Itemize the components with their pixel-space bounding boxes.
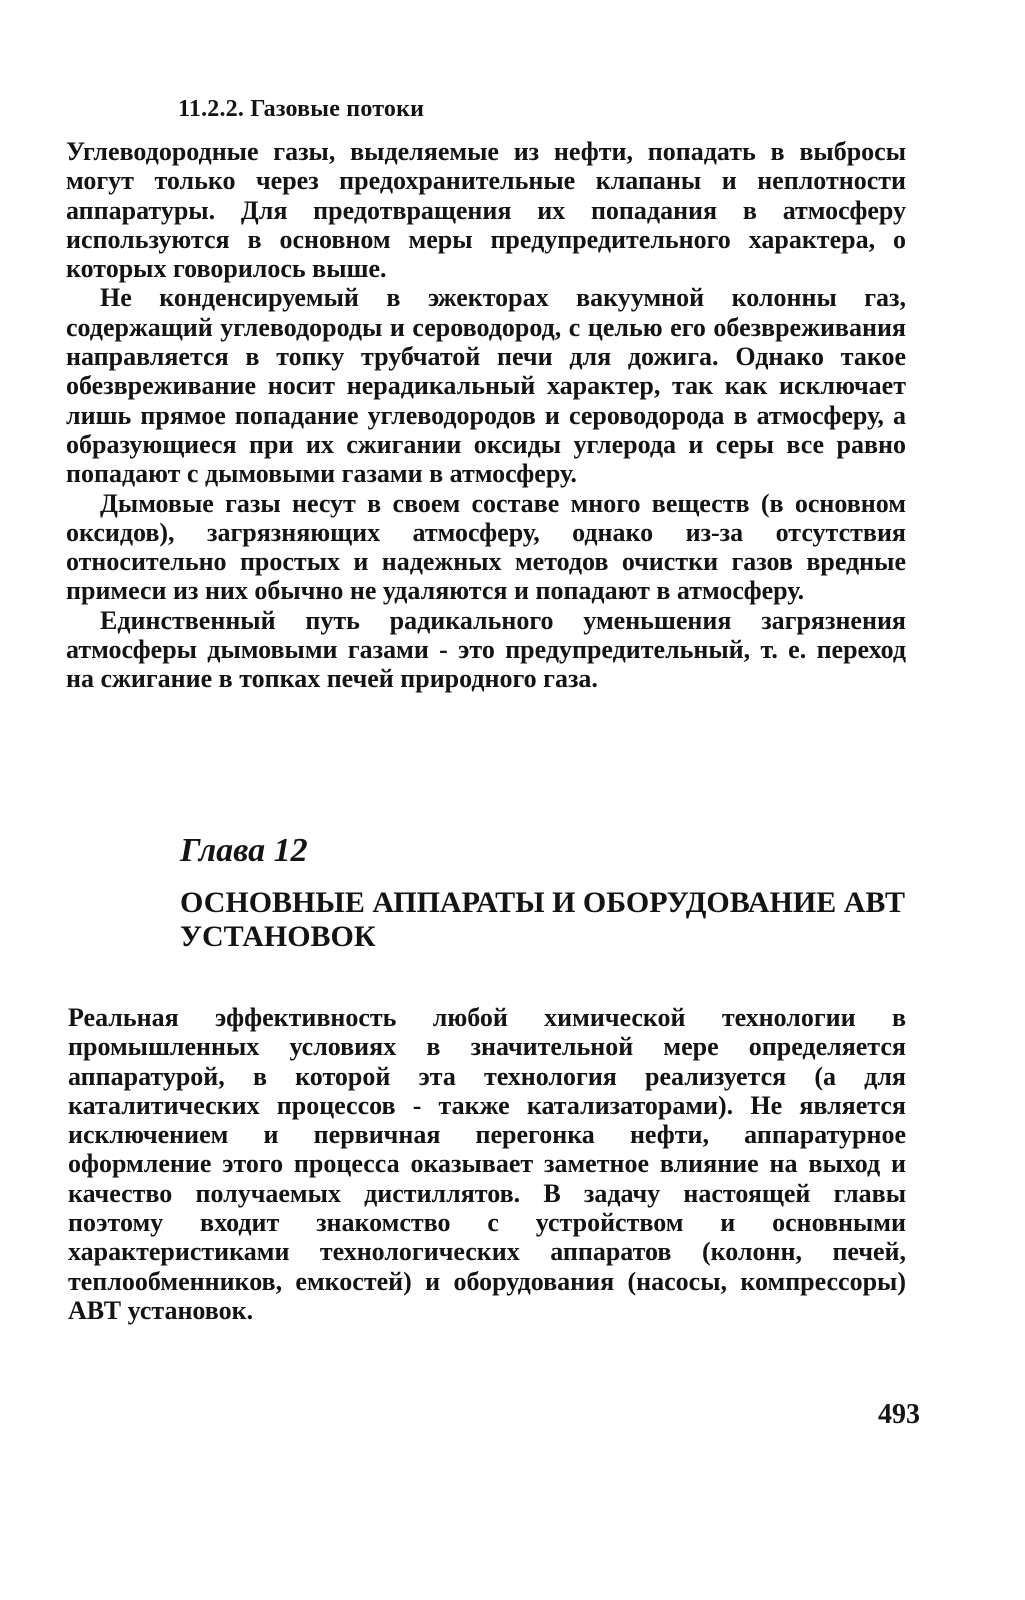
- page-number: 493: [878, 1399, 920, 1430]
- paragraph: Единственный путь радикального уменьшения загрязнения атмосферы дымовыми газами - это предупредительный, т. е. переход на сжигание в топках печей природного газа.: [66, 605, 906, 694]
- chapter-label: Глава 12: [180, 832, 308, 869]
- paragraph: Углеводородные газы, выделяемые из нефти, попадать в выбросы могут только через предохранительные клапаны и неплотности аппаратуры. Для предотвращения их попадания в атмосферу используются в основном меры предупредительного характера, о которых говорилось выше.: [66, 137, 906, 284]
- section-heading: 11.2.2. Газовые потоки: [178, 96, 425, 122]
- paragraph: Дымовые газы несут в своем составе много веществ (в основном оксидов), загрязняющих атмосферу, однако из-за отсутствия относительно простых и надежных методов очистки газов вредные примеси из них обычно не удаляются и попадают в атмосферу.: [66, 488, 906, 606]
- section-text: [66, 137, 906, 694]
- paragraph: Не конденсируемый в эжекторах вакуумной колонны газ, содержащий углеводороды и сероводород, с целью его обезвреживания направляется в топку трубчатой печи для дожига. Однако такое обезвреживание носит нерадикальный характер, так как исключает лишь прямое попадание углеводородов и сероводорода в атмосферу, а образующиеся при их сжигании оксиды углерода и серы все равно попадают с дымовыми газами в атмосферу.: [66, 283, 906, 489]
- chapter-title: ОСНОВНЫЕ АППАРАТЫ И ОБОРУДОВАНИЕ АВТ УСТАНОВОК: [180, 886, 906, 953]
- paragraph: Реальная эффективность любой химической технологии в промышленных условиях в значительной мере определяется аппаратурой, в которой эта технология реализуется (а для каталитических процессов - также катализаторами). Не является исключением и первичная перегонка нефти, аппаратурное оформление этого процесса оказывает заметное влияние на выход и качество получаемых дистиллятов. В задачу настоящей главы поэтому входит знакомство с устройством и основными характеристиками технологических аппаратов (колонн, печей, теплообменников, емкостей) и оборудования (насосы, компрессоры) АВТ установок.: [68, 1003, 906, 1325]
- chapter-intro-text: [68, 1003, 906, 1325]
